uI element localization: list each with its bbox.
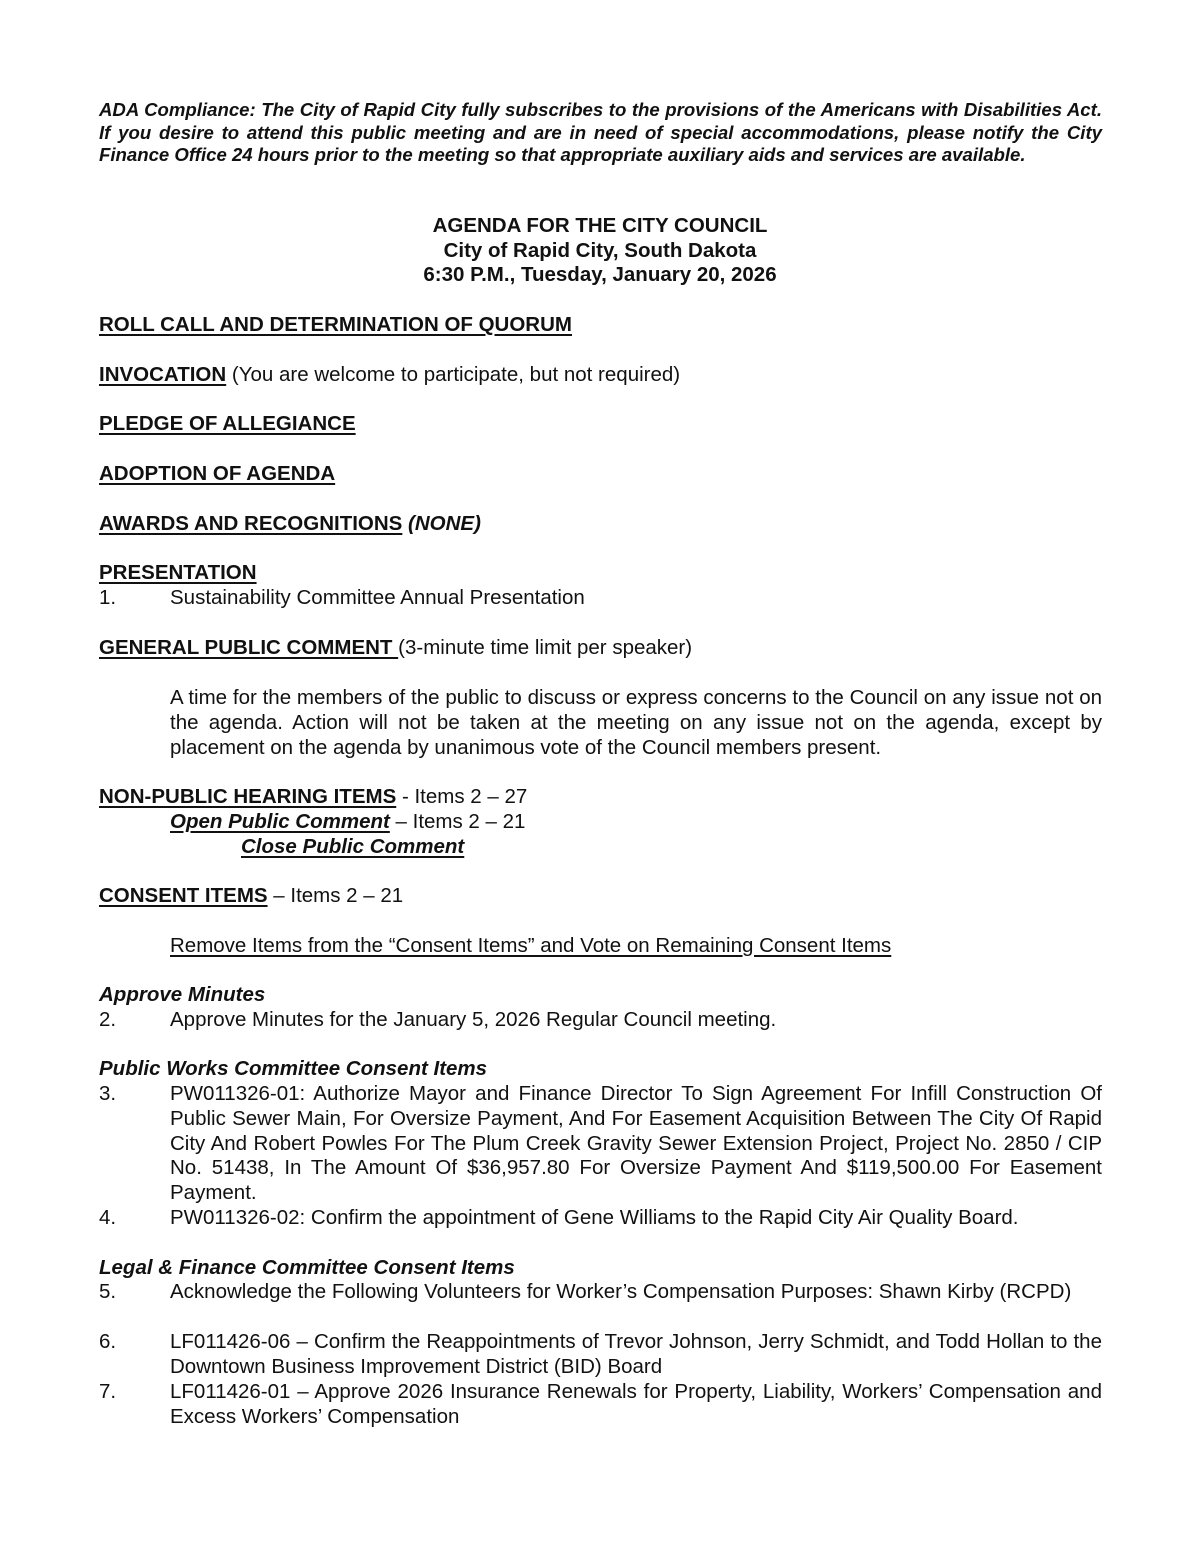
non-public-note: - Items 2 – 27 [396, 785, 528, 808]
non-public-heading: NON-PUBLIC HEARING ITEMS [99, 785, 397, 808]
section-roll-call [99, 313, 572, 338]
general-comment-note: (3-minute time limit per speaker) [398, 636, 693, 659]
item-number: 2. [99, 1008, 117, 1031]
invocation-note: (You are welcome to participate, but not required) [226, 363, 681, 386]
item-number: 5. [99, 1280, 117, 1303]
item-number: 6. [99, 1330, 117, 1353]
awards-heading: AWARDS AND RECOGNITIONS [99, 512, 403, 535]
close-public-comment [241, 835, 464, 860]
consent-heading: CONSENT ITEMS [99, 884, 268, 907]
agenda-item-7 [99, 1380, 1102, 1430]
item-number: 7. [99, 1380, 117, 1403]
general-comment-heading: GENERAL PUBLIC COMMENT [99, 636, 399, 659]
item-text: LF011426-01 – Approve 2026 Insurance Renewals for Property, Liability, Workers’ Compensation and Excess Workers’ Compensation [170, 1380, 1102, 1428]
section-non-public [99, 785, 527, 810]
section-awards [99, 512, 481, 537]
invocation-heading: INVOCATION [99, 363, 227, 386]
presentation-heading: PRESENTATION [99, 561, 257, 584]
item-text: Sustainability Committee Annual Presentation [170, 586, 585, 609]
subsection-legal-finance: Legal & Finance Committee Consent Items [99, 1256, 515, 1279]
agenda-item-5 [99, 1280, 1102, 1305]
agenda-item-3 [99, 1082, 1102, 1206]
section-invocation [99, 363, 680, 388]
item-number: 4. [99, 1206, 117, 1229]
subsection-approve-minutes: Approve Minutes [99, 983, 266, 1006]
open-public-comment [170, 810, 525, 835]
pledge-heading: PLEDGE OF ALLEGIANCE [99, 412, 356, 435]
open-comment-note: – Items 2 – 21 [389, 810, 526, 833]
agenda-item-2 [99, 1008, 1102, 1033]
agenda-datetime: 6:30 P.M., Tuesday, January 20, 2026 [423, 263, 777, 287]
item-text: PW011326-02: Confirm the appointment of Gene Williams to the Rapid City Air Quality Board. [170, 1206, 1019, 1229]
agenda-item-6 [99, 1330, 1102, 1380]
section-general-comment [99, 636, 692, 661]
adoption-heading: ADOPTION OF AGENDA [99, 462, 336, 485]
general-comment-text: A time for the members of the public to discuss or express concerns to the Council on any issue not on the agenda. Action will not be taken at the meeting on any issue not on the agenda, except by placement on the agenda by unanimous vote of the Council members present. [170, 686, 1102, 759]
remove-items-line [170, 934, 891, 959]
item-text: PW011326-01: Authorize Mayor and Finance Director To Sign Agreement For Infill Construction Of Public Sewer Main, For Oversize Payment, And For Easement Acquisition Between The City Of Rapid City And Robert Powles For The Plum Creek Gravity Sewer Extension Project, Project No. 2850 / CIP No. 51438, In The Amount Of $36,957.80 For Oversize Payment And $119,500.00 For Easement Payment. [170, 1082, 1102, 1205]
agenda-city: City of Rapid City, South Dakota [443, 238, 757, 262]
item-text: Approve Minutes for the January 5, 2026 Regular Council meeting. [170, 1008, 777, 1031]
section-consent [99, 884, 403, 909]
section-adoption [99, 462, 335, 487]
agenda-item-1 [99, 586, 1102, 611]
section-presentation [99, 561, 257, 586]
remove-items-text: Remove Items from the “Consent Items” and Vote on Remaining Consent Items [170, 934, 892, 957]
agenda-title: AGENDA FOR THE CITY COUNCIL [432, 214, 768, 237]
roll-call-heading: ROLL CALL AND DETERMINATION OF QUORUM [99, 313, 572, 336]
item-text: LF011426-06 – Confirm the Reappointments of Trevor Johnson, Jerry Schmidt, and Todd Hollan to the Downtown Business Improvement District (BID) Board [170, 1330, 1102, 1378]
consent-note: – Items 2 – 21 [267, 884, 404, 907]
section-pledge [99, 412, 356, 437]
open-comment-heading: Open Public Comment [170, 810, 390, 833]
item-number: 3. [99, 1082, 117, 1105]
subsection-public-works: Public Works Committee Consent Items [99, 1057, 488, 1080]
agenda-item-4 [99, 1206, 1102, 1231]
agenda-header [0, 214, 1200, 288]
close-comment-heading: Close Public Comment [241, 835, 465, 858]
item-text: Acknowledge the Following Volunteers for Worker’s Compensation Purposes: Shawn Kirby (RCPD) [170, 1280, 1072, 1303]
item-number: 1. [99, 586, 117, 609]
awards-note: (NONE) [402, 512, 481, 535]
ada-notice: ADA Compliance: The City of Rapid City fully subscribes to the provisions of the Americans with Disabilities Act. If you desire to attend this public meeting and are in need of special accommodations, please notify the City Finance Office 24 hours prior to the meeting so that appropriate auxiliary aids and services are available. [99, 99, 1102, 166]
